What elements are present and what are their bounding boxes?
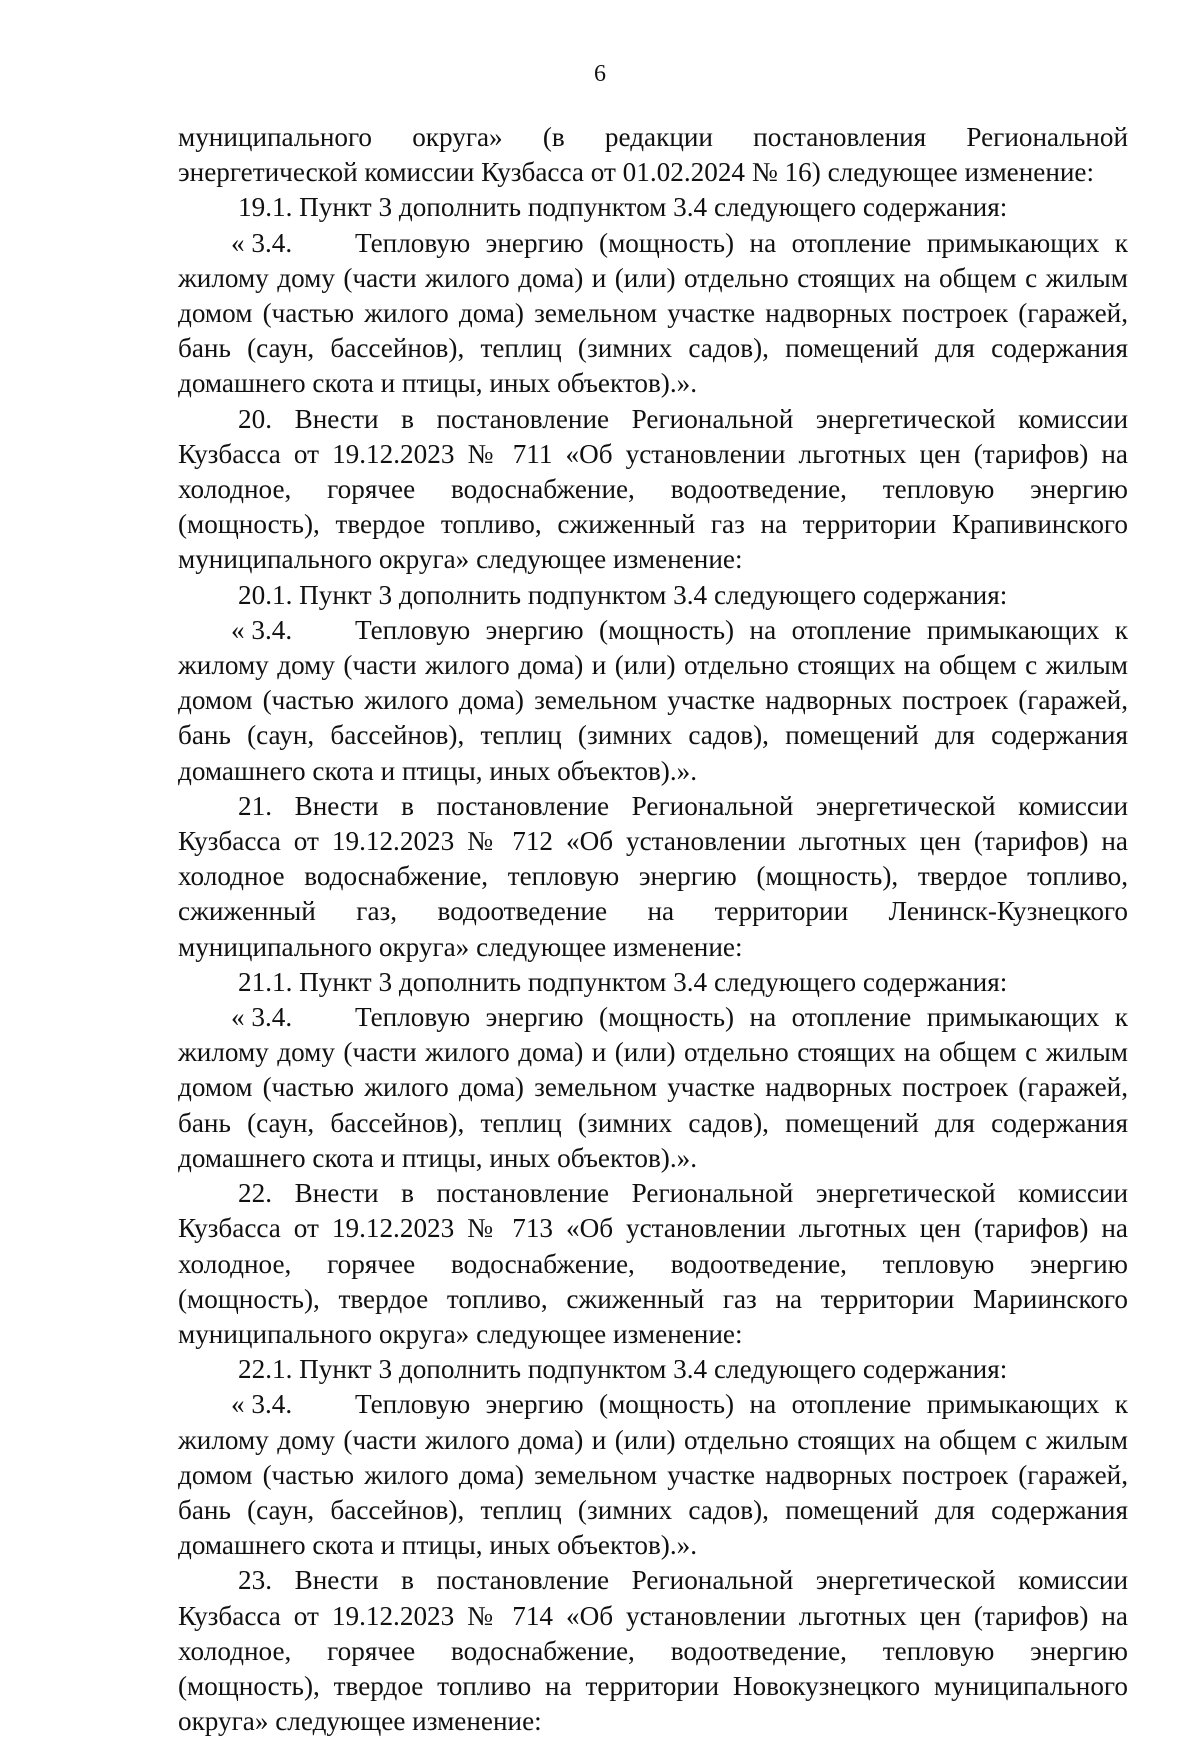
paragraph-23: 23. Внести в постановление Региональной энергетической комиссии Кузбасса от 19.12.2023 № 714 «Об установлении льготных цен (тарифов) на холодное, горячее водоснабжение, водоотведение, тепловую энергию (мощность), твердое топливо на территории Новокузнецкого муниципального округа» следующее изменение: <box>178 1565 1128 1737</box>
paragraph-continuation: муниципального округа» (в редакции постановления Региональной энергетической комиссии Кузбасса от 01.02.2024 № 16) следующее изменение: <box>178 122 1128 188</box>
quote-label: « 3.4. <box>231 614 293 645</box>
paragraph-22: 22. Внести в постановление Региональной энергетической комиссии Кузбасса от 19.12.2023 № 713 «Об установлении льготных цен (тарифов) на холодное, горячее водоснабжение, водоотведение, тепловую энергию (мощность), твердое топливо, сжиженный газ на территории Мариинского муниципального округа» следующее изменение: <box>178 1178 1128 1349</box>
quoted-text: Тепловую энергию (мощность) на отопление примыкающих к жилому дому (части жилого дома) и (или) отдельно стоящих на общем с жилым домом (частью жилого дома) земельном участке надворных построек (гаражей, бань (саун, бассейнов), теплиц (зимних садов), помещений для содержания домашнего скота и птицы, иных объектов).». <box>178 1002 1128 1173</box>
quoted-subpoint-3-4 <box>178 1000 1128 1176</box>
page-number: 6 <box>594 61 606 87</box>
quoted-subpoint-3-4 <box>178 613 1128 789</box>
paragraph-21: 21. Внести в постановление Региональной энергетической комиссии Кузбасса от 19.12.2023 № 712 «Об установлении льготных цен (тарифов) на холодное водоснабжение, тепловую энергию (мощность), твердое топливо, сжиженный газ, водоотведение на территории Ленинск-Кузнецкого муниципального округа» следующее изменение: <box>178 790 1128 962</box>
quoted-text: Тепловую энергию (мощность) на отопление примыкающих к жилому дому (части жилого дома) и (или) отдельно стоящих на общем с жилым домом (частью жилого дома) земельном участке надворных построек (гаражей, бань (саун, бассейнов), теплиц (зимних садов), помещений для содержания домашнего скота и птицы, иных объектов).». <box>178 1389 1128 1561</box>
quoted-subpoint-3-4 <box>178 226 1128 402</box>
paragraph-22-1: 22.1. Пункт 3 дополнить подпунктом 3.4 следующего содержания: <box>238 1354 1008 1385</box>
quoted-text: Тепловую энергию (мощность) на отопление примыкающих к жилому дому (части жилого дома) и (или) отдельно стоящих на общем с жилым домом (частью жилого дома) земельном участке надворных построек (гаражей, бань (саун, бассейнов), теплиц (зимних садов), помещений для содержания домашнего скота и птицы, иных объектов).». <box>178 227 1128 399</box>
paragraph-20: 20. Внести в постановление Региональной энергетической комиссии Кузбасса от 19.12.2023 № 711 «Об установлении льготных цен (тарифов) на холодное, горячее водоснабжение, водоотведение, тепловую энергию (мощность), твердое топливо, сжиженный газ на территории Крапивинского муниципального округа» следующее изменение: <box>178 403 1128 575</box>
quote-label: « 3.4. <box>231 227 293 258</box>
paragraph-20-1: 20.1. Пункт 3 дополнить подпунктом 3.4 следующего содержания: <box>238 579 1008 610</box>
quoted-subpoint-3-4 <box>178 1387 1128 1563</box>
quoted-text: Тепловую энергию (мощность) на отопление примыкающих к жилому дому (части жилого дома) и (или) отдельно стоящих на общем с жилым домом (частью жилого дома) земельном участке надворных построек (гаражей, бань (саун, бассейнов), теплиц (зимних садов), помещений для содержания домашнего скота и птицы, иных объектов).». <box>178 614 1128 786</box>
quote-label: « 3.4. <box>231 1389 293 1420</box>
document-body <box>178 120 1128 1739</box>
paragraph-19-1: 19.1. Пункт 3 дополнить подпунктом 3.4 следующего содержания: <box>238 192 1008 223</box>
paragraph-21-1: 21.1. Пункт 3 дополнить подпунктом 3.4 следующего содержания: <box>238 966 1008 997</box>
quote-label: « 3.4. <box>231 1002 293 1033</box>
